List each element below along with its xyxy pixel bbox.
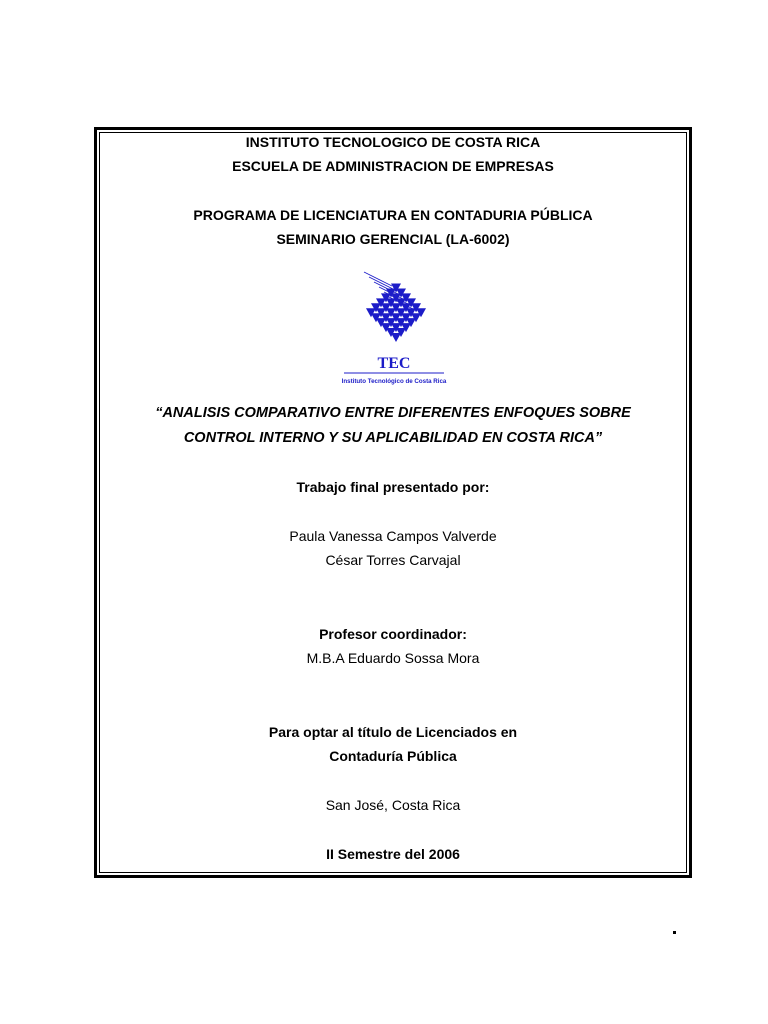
degree-line1: Para optar al título de Licenciados en [268,724,518,740]
semester: II Semestre del 2006 [326,846,460,862]
thesis-title-line1: “ANALISIS COMPARATIVO ENTRE DIFERENTES ENFOQUES SOBRE [155,405,631,421]
tec-logo-subtitle: Instituto Tecnológico de Costa Rica [341,378,447,385]
institution-name: INSTITUTO TECNOLOGICO DE COSTA RICA [245,134,541,150]
presented-by-label: Trabajo final presentado por: [296,479,490,495]
author-1: Paula Vanessa Campos Valverde [289,528,497,544]
tec-logo-acronym: TEC [377,355,411,372]
tec-logo-triangle [391,333,401,342]
author-2: César Torres Carvajal [325,552,461,568]
school-name: ESCUELA DE ADMINISTRACION DE EMPRESAS [232,158,554,174]
coordinator-name: M.B.A Eduardo Sossa Mora [306,650,480,666]
tec-logo-triangles [364,272,426,342]
thesis-title-line2: CONTROL INTERNO Y SU APLICABILIDAD EN COSTA RICA” [183,430,603,446]
tec-logo [330,262,458,386]
page-mark [673,931,676,934]
course-name: SEMINARIO GERENCIAL (LA-6002) [276,231,510,247]
location: San José, Costa Rica [325,797,461,813]
program-name: PROGRAMA DE LICENCIATURA EN CONTADURIA PÚBLICA [193,207,593,223]
coordinator-label: Profesor coordinador: [319,626,467,642]
degree-line2: Contaduría Pública [329,748,457,764]
